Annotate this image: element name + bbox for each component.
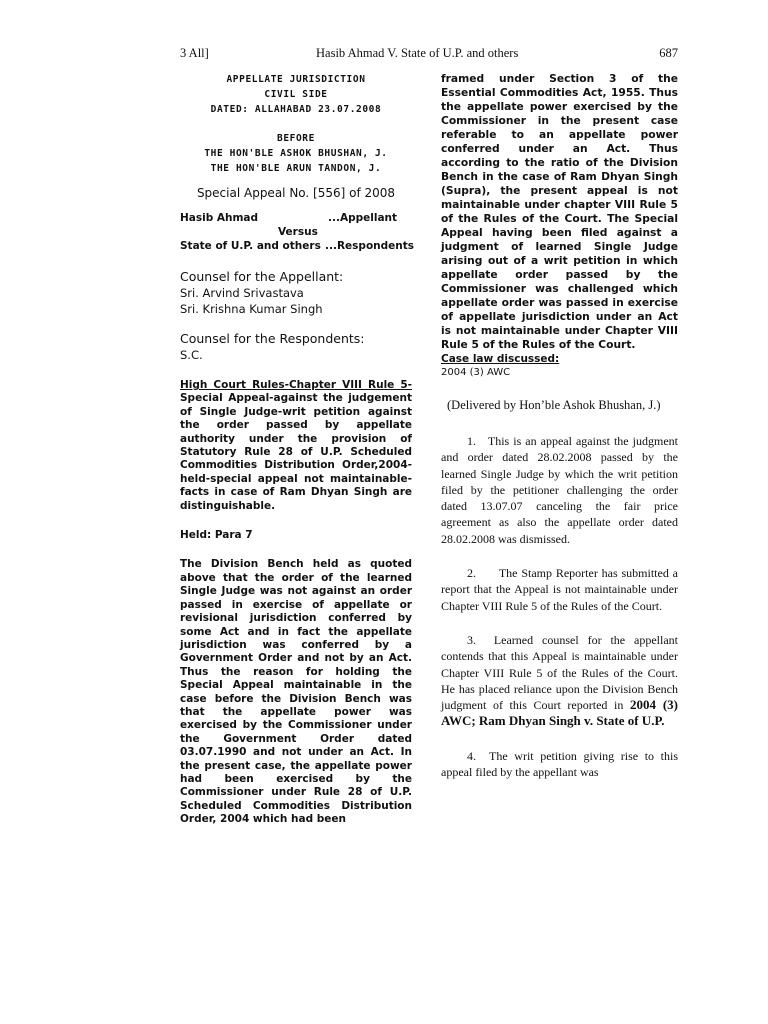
headnote-title: High Court Rules-Chapter VIII Rule 5-: [180, 379, 412, 391]
running-header: [180, 46, 678, 62]
paragraph-4-text: The writ petition giving rise to this appeal filed by the appellant was: [441, 748, 678, 780]
counsel-appellant-2: Sri. Krishna Kumar Singh: [180, 302, 323, 316]
case-law-citation: 2004 (3) AWC: [441, 367, 511, 378]
counsel-respondents-1: S.C.: [180, 348, 203, 362]
case-law-heading: Case law discussed:: [441, 353, 560, 365]
held-label: Held: Para 7: [180, 529, 253, 542]
jurisdiction-label: APPELLATE JURISDICTION: [226, 74, 366, 85]
judge-1: THE HON'BLE ASHOK BHUSHAN, J.: [204, 148, 388, 159]
paragraph-1-text: This is an appeal against the judgment and order dated 28.02.2008 passed by the learned Single Judge by which the writ petition filed by the petitioner challenging the order dated 13.07.07 canceling the fair price agreement as also the appellate order dated 28.02.2008 was dismissed.: [441, 434, 678, 546]
headnote: [180, 379, 412, 513]
paragraph-4: [441, 748, 678, 781]
delivered-by: (Delivered by Hon’ble Ashok Bhushan, J.): [447, 398, 661, 412]
paragraph-2-text: The Stamp Reporter has submitted a report that the Appeal is not maintainable under Chapter VIII Rule 5 of the Rules of the Court.: [441, 566, 678, 613]
paragraph-2-number: 2.: [467, 566, 476, 581]
appellant-name: Hasib Ahmad: [180, 212, 259, 224]
paragraph-2: [441, 565, 678, 614]
judge-2: THE HON'BLE ARUN TANDON, J.: [210, 163, 382, 174]
paragraph-4-number: 4.: [467, 748, 476, 763]
side-label: CIVIL SIDE: [264, 89, 328, 100]
parties-block: [180, 212, 415, 257]
court-heading: [180, 72, 412, 176]
dated-label: DATED: ALLAHABAD 23.07.2008: [210, 104, 382, 115]
case-title-header: Hasib Ahmad V. State of U.P. and others: [316, 46, 519, 60]
respondent-role: ...Respondents: [325, 240, 415, 252]
counsel-appellant-heading: Counsel for the Appellant:: [180, 269, 344, 284]
paragraph-3: [441, 632, 678, 730]
headnote-body: Special Appeal-against the judgement of Single Judge-writ petition against the order passed by appellate authority under the provision of Statutory Rule 28 of U.P. Scheduled Commodities Distribution Order,2004-held-special appeal not maintainable-facts in case of Ram Dhyan Singh are distinguishable.: [180, 392, 412, 512]
appeal-number: Special Appeal No. [556] of 2008: [196, 186, 396, 200]
versus-label: Versus: [278, 226, 318, 238]
paragraph-1: [441, 433, 678, 547]
respondent-name: State of U.P. and others: [180, 240, 321, 252]
counsel-appellant-1: Sri. Arvind Srivastava: [180, 286, 304, 300]
appellant-role: ...Appellant: [328, 212, 398, 224]
before-label: BEFORE: [277, 133, 315, 144]
paragraph-1-number: 1.: [467, 434, 476, 448]
counsel-respondents-heading: Counsel for the Respondents:: [180, 331, 365, 346]
left-column: [180, 72, 415, 827]
page-number: 687: [659, 46, 678, 60]
right-column: [441, 72, 678, 780]
paragraph-3-number: 3.: [467, 632, 476, 647]
paragraph-3-text: Learned counsel for the appellant contends that this Appeal is maintainable under Chapter VIII Rule 5 of the Rules of the Court. He has placed reliance upon the Division Bench judgment of this Court reported in: [441, 632, 679, 713]
division-bench-paragraph: The Division Bench held as quoted above that the order of the learned Single Judge was not against an order passed in exercise of appellate or revisional jurisdiction conferred by some Act and in fact the appellate jurisdiction was conferred by a Government Order and not by an Act. Thus the reason for holding the Special Appeal maintainable in the case before the Division Bench was that the appellate power was exercised by the Commissioner under the Government Order dated 03.07.1990 and not under an Act. In the present case, the appellate power had been exercised by the Commissioner under Rule 28 of U.P. Scheduled Commodities Distribution Order, 2004 which had been: [180, 558, 412, 826]
headnote-continuation: framed under Section 3 of the Essential Commodities Act, 1955. Thus the appellate power exercised by the Commissioner in the present case referable to an appellate power conferred under an Act. Thus according to the ratio of the Division Bench in the case of Ram Dhyan Singh (Supra), the present appeal is not maintainable under chapter VIII Rule 5 of the Rules of the Court. The Special Appeal having been filed against a judgment of learned Single Judge arising out of a writ petition in which appellate order passed by the Commissioner was challenged which appellate order was passed in exercise of appellate jurisdiction under an Act is not maintainable under Chapter VIII Rule 5 of the Rules of the Court.: [441, 72, 678, 351]
report-volume: 3 All]: [180, 46, 209, 60]
paragraph-3-citation: 2004 (3) AWC; Ram Dhyan Singh v. State of U.P.: [441, 697, 678, 729]
